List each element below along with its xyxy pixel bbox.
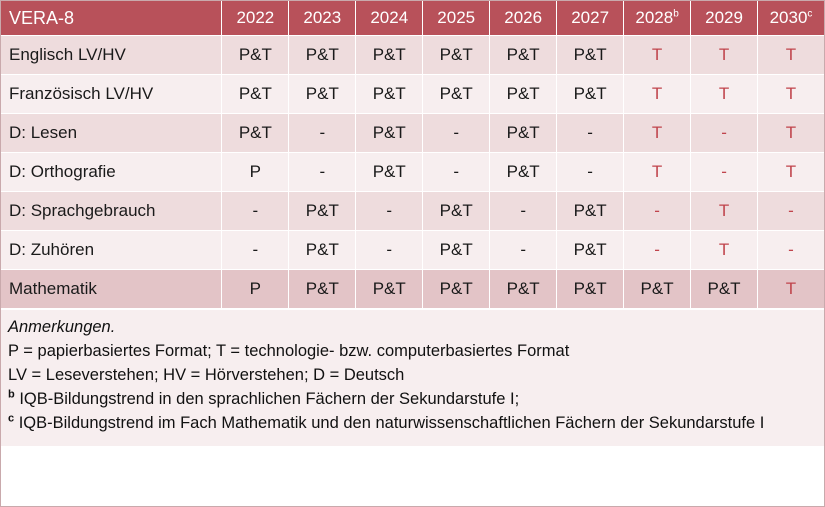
cell: - bbox=[758, 192, 825, 231]
cell: - bbox=[758, 231, 825, 270]
row-label-orthografie: D: Orthografie bbox=[1, 153, 222, 192]
cell: - bbox=[624, 231, 691, 270]
cell: - bbox=[423, 114, 490, 153]
cell: P&T bbox=[624, 270, 691, 309]
cell: T bbox=[691, 231, 758, 270]
cell: T bbox=[758, 153, 825, 192]
footnote-marker-b-note: b bbox=[8, 388, 15, 401]
header-year-2026 bbox=[490, 1, 557, 36]
row-label-sprachgebrauch: D: Sprachgebrauch bbox=[1, 192, 222, 231]
cell: T bbox=[691, 75, 758, 114]
cell: - bbox=[289, 153, 356, 192]
header-year-2028 bbox=[624, 1, 691, 36]
cell: T bbox=[624, 114, 691, 153]
cell: - bbox=[222, 231, 289, 270]
header-year-label: 2026 bbox=[504, 8, 543, 27]
table-body bbox=[1, 36, 825, 309]
cell: P&T bbox=[356, 75, 423, 114]
table-notes bbox=[0, 309, 825, 446]
cell: P&T bbox=[490, 153, 557, 192]
table-row bbox=[1, 75, 825, 114]
cell: P&T bbox=[423, 75, 490, 114]
header-year-label: 2022 bbox=[236, 8, 275, 27]
table-row bbox=[1, 270, 825, 309]
cell: P&T bbox=[490, 36, 557, 75]
header-corner-label: VERA-8 bbox=[1, 1, 222, 36]
cell: P&T bbox=[557, 36, 624, 75]
cell: P&T bbox=[490, 75, 557, 114]
cell: P&T bbox=[490, 270, 557, 309]
cell: T bbox=[758, 36, 825, 75]
cell: - bbox=[490, 192, 557, 231]
cell: P bbox=[222, 270, 289, 309]
header-year-label: 2030 bbox=[769, 8, 808, 27]
header-year-label: 2028 bbox=[635, 8, 674, 27]
row-label-zuhoeren: D: Zuhören bbox=[1, 231, 222, 270]
footnote-marker-c: c bbox=[807, 8, 813, 20]
footnote-c-text: IQB-Bildungstrend im Fach Mathematik und den naturwissenschaftlichen Fächern der Sekundarstufe I bbox=[14, 413, 765, 432]
header-year-2023 bbox=[289, 1, 356, 36]
cell: P&T bbox=[691, 270, 758, 309]
cell: T bbox=[624, 75, 691, 114]
notes-line-formats: P = papierbasiertes Format; T = technologie- bzw. computerbasiertes Format bbox=[8, 341, 570, 360]
cell: P&T bbox=[423, 231, 490, 270]
notes-line-abbreviations: LV = Leseverstehen; HV = Hörverstehen; D = Deutsch bbox=[8, 365, 405, 384]
cell: T bbox=[691, 36, 758, 75]
header-year-2024 bbox=[356, 1, 423, 36]
cell: T bbox=[624, 36, 691, 75]
table-row bbox=[1, 192, 825, 231]
row-label-englisch: Englisch LV/HV bbox=[1, 36, 222, 75]
cell: P&T bbox=[289, 36, 356, 75]
cell: P&T bbox=[222, 114, 289, 153]
row-label-lesen: D: Lesen bbox=[1, 114, 222, 153]
table-row bbox=[1, 231, 825, 270]
cell: P&T bbox=[423, 270, 490, 309]
cell: P&T bbox=[222, 75, 289, 114]
cell: P&T bbox=[490, 114, 557, 153]
footnote-b-text: IQB-Bildungstrend in den sprachlichen Fächern der Sekundarstufe I; bbox=[14, 389, 520, 408]
header-row bbox=[1, 1, 825, 36]
header-year-2027 bbox=[557, 1, 624, 36]
cell: - bbox=[423, 153, 490, 192]
footnote-marker-b: b bbox=[673, 8, 679, 20]
header-year-label: 2029 bbox=[705, 8, 743, 27]
cell: - bbox=[557, 153, 624, 192]
cell: P&T bbox=[557, 270, 624, 309]
cell: - bbox=[490, 231, 557, 270]
notes-footnote-b bbox=[8, 388, 817, 412]
notes-heading: Anmerkungen. bbox=[8, 318, 116, 336]
cell: - bbox=[691, 153, 758, 192]
table-row bbox=[1, 36, 825, 75]
cell: T bbox=[758, 270, 825, 309]
cell: P&T bbox=[356, 270, 423, 309]
cell: P&T bbox=[356, 36, 423, 75]
header-year-2022 bbox=[222, 1, 289, 36]
cell: - bbox=[624, 192, 691, 231]
table-header bbox=[1, 1, 825, 36]
cell: P&T bbox=[423, 36, 490, 75]
cell: P&T bbox=[423, 192, 490, 231]
header-year-2029 bbox=[691, 1, 758, 36]
table-row bbox=[1, 114, 825, 153]
cell: P&T bbox=[222, 36, 289, 75]
cell: T bbox=[691, 192, 758, 231]
cell: P bbox=[222, 153, 289, 192]
table-row bbox=[1, 153, 825, 192]
cell: P&T bbox=[289, 75, 356, 114]
cell: T bbox=[758, 75, 825, 114]
footnote-marker-c-note: c bbox=[8, 412, 15, 425]
cell: - bbox=[289, 114, 356, 153]
cell: P&T bbox=[289, 231, 356, 270]
cell: - bbox=[557, 114, 624, 153]
cell: T bbox=[758, 114, 825, 153]
cell: - bbox=[222, 192, 289, 231]
cell: - bbox=[356, 231, 423, 270]
cell: P&T bbox=[557, 231, 624, 270]
header-year-2030 bbox=[758, 1, 825, 36]
cell: P&T bbox=[557, 75, 624, 114]
notes-footnote-c bbox=[8, 412, 817, 436]
cell: - bbox=[356, 192, 423, 231]
header-year-label: 2025 bbox=[437, 8, 476, 27]
header-year-label: 2024 bbox=[370, 8, 409, 27]
cell: P&T bbox=[356, 114, 423, 153]
cell: P&T bbox=[289, 270, 356, 309]
cell: T bbox=[624, 153, 691, 192]
header-year-label: 2027 bbox=[571, 8, 610, 27]
row-label-mathematik: Mathematik bbox=[1, 270, 222, 309]
cell: P&T bbox=[557, 192, 624, 231]
header-year-label: 2023 bbox=[303, 8, 342, 27]
cell: - bbox=[691, 114, 758, 153]
cell: P&T bbox=[289, 192, 356, 231]
cell: P&T bbox=[356, 153, 423, 192]
header-year-2025 bbox=[423, 1, 490, 36]
row-label-franzoesisch: Französisch LV/HV bbox=[1, 75, 222, 114]
